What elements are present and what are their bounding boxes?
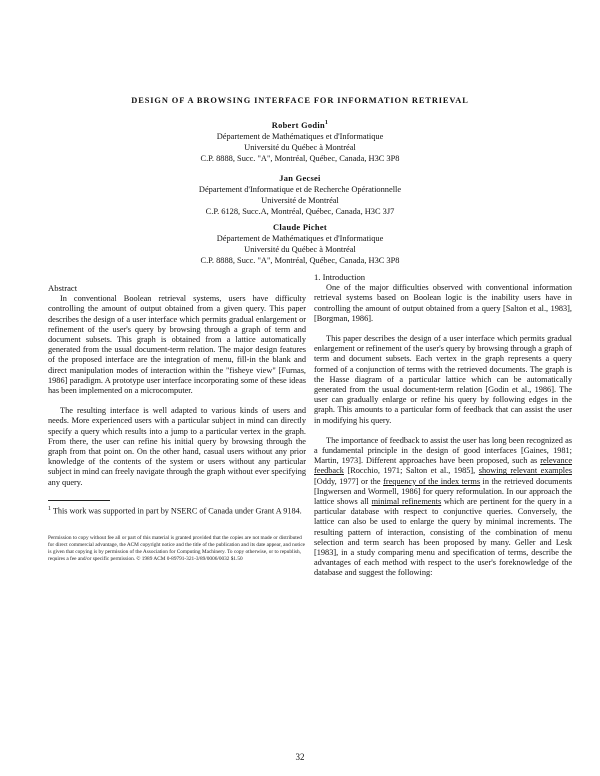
underlined-term: minimal refinements bbox=[371, 497, 442, 507]
section-heading-introduction: 1. Introduction bbox=[314, 272, 366, 282]
author-block-gecsei bbox=[0, 173, 600, 217]
author-affiliation-line: Université de Montréal bbox=[261, 196, 339, 205]
author-affiliation-line: Université du Québec à Montréal bbox=[244, 142, 356, 152]
abstract-paragraph: The resulting interface is well adapted to various kinds of users and needs. More experienced users with a particular subject in mind can directly specify a query which results into a jump to a particular vertex in the graph. From there, the user can refine his initial query by browsing through the graph from that point on. On the other hand, casual users without any prior knowledge of the contents of the system or users without any particular subject in mind can freely navigate through the graph without ever specifying any query. bbox=[48, 406, 306, 487]
abstract-paragraph: In conventional Boolean retrieval systems, users have difficulty controlling the amount of output obtained from a given query. This paper describes the design of a user interface which permits gradual enlargement or refinement of the user's query by browsing through a graph of term and document subsets. This graph is obtained from a lattice automatically generated from the usual document-term relation. The major design features of the proposed interface are the integration of menu, fill-in the blank and direct manipulation modes of interaction within the "fisheye view" [Furnas, 1986] paradigm. A prototype user interface incorporating some of these ideas has been implemented on a microcomputer. bbox=[48, 294, 306, 396]
footnote-text: This work was supported in part by NSERC of Canada under Grant A 9184. bbox=[52, 506, 302, 516]
author-block-godin bbox=[0, 118, 600, 164]
author-name: Jan Gecsei bbox=[279, 174, 321, 183]
author-affiliation-line: Département d'Informatique et de Recherche Opérationnelle bbox=[198, 185, 402, 194]
footnote-divider bbox=[48, 500, 110, 501]
footnote-mark: 1 bbox=[324, 120, 329, 126]
intro-paragraph: One of the major difficulties observed with conventional information retrieval systems based on Boolean logic is the inability users have in controlling the amount of output obtained from a query [Salton et al., 1983], [Borgman, 1986]. bbox=[314, 283, 572, 323]
intro-paragraph: This paper describes the design of a user interface which permits gradual enlargement or refinement of the user's query by browsing through a graph of term and document subsets. Each vertex in the graph represents a query formed of a conjunction of terms with the retrieved documents. The graph is the Hasse diagram of a particular lattice which can be automatically generated from the usual document-term relation [Godin et al., 1986]. The user can gradually enlarge or refine his query by following edges in the graph. This amounts to a particular form of feedback that can assist the user in modifying his query. bbox=[314, 334, 572, 425]
author-affiliation-line: Département de Mathématiques et d'Informatique bbox=[216, 131, 384, 141]
right-column bbox=[314, 272, 572, 579]
author-affiliation-line: Université du Québec à Montréal bbox=[244, 245, 356, 254]
underlined-term: relevance feedback bbox=[314, 456, 572, 476]
intro-paragraph: The importance of feedback to assist the user has long been recognized as a fundamental principle in the design of good interfaces [Gaines, 1981; Martin, 1973]. Different approaches have been proposed, such as relevance feedback [Rocchio, 1971; Salton et al., 1985], showing relevant examples [Oddy, 1977] or the frequency of the index terms in the retrieved documents [Ingwersen and Wormell, 1986] for query reformulation. In our approach the lattice shows all minimal refinements which are pertinent for the query in a particular database with respect to conjunctive queries. Conversely, the lattice can also be used to enlarge the query by minimal increments. The resulting pattern of interaction, consisting of the combination of menu selection and term search has been proposed by many. Geller and Lesk [1983], in a study comparing menu and specification of terms, describe the advantages of each method with respect to the user's foreknowledge of the database and suggest the following: bbox=[314, 435, 572, 578]
underlined-term: showing relevant examples bbox=[478, 466, 572, 476]
paper-title: DESIGN OF A BROWSING INTERFACE FOR INFORMATION RETRIEVAL bbox=[131, 96, 469, 105]
author-affiliation-line: Département de Mathématiques et d'Informatique bbox=[216, 234, 384, 243]
author-name: Claude Pichet bbox=[273, 223, 327, 232]
author-affiliation-line: C.P. 6128, Succ.A, Montréal, Québec, Canada, H3C 3J7 bbox=[205, 207, 395, 216]
author-affiliation-line: C.P. 8888, Succ. "A", Montréal, Québec, Canada, H3C 3P8 bbox=[200, 153, 400, 163]
footnote bbox=[48, 504, 306, 517]
footnote-mark: 1 bbox=[48, 505, 51, 512]
page-number: 32 bbox=[295, 752, 305, 762]
author-affiliation-line: C.P. 8888, Succ. "A", Montréal, Québec, Canada, H3C 3P8 bbox=[200, 256, 400, 265]
copyright-notice: Permission to copy without fee all or part of this material is granted provided that the copies are not made or distributed for direct commercial advantage, the ACM copyright notice and the title of the publication and its date appear, and notice is given that copying is by permission of the Association for Computing Machinery. To copy otherwise, or to republish, requires a fee and/or specific permission. © 1989 ACM 0-89791-321-3/89/0006/0032 $1.50 bbox=[48, 534, 306, 563]
left-column bbox=[48, 283, 306, 564]
author-block-pichet bbox=[0, 222, 600, 266]
abstract-heading: Abstract bbox=[48, 283, 78, 293]
author-name: Robert Godin$^1$ bbox=[271, 120, 329, 130]
underlined-term: frequency of the index terms bbox=[383, 476, 481, 486]
